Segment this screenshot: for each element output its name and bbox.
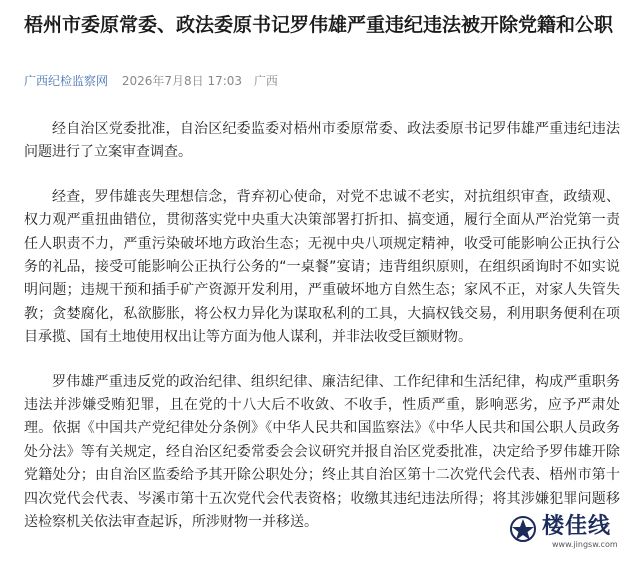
publish-date: 2026年7月8日 17:03 — [121, 74, 243, 88]
publish-location: 广西 — [253, 74, 278, 88]
watermark-url: www.jingsw.com — [552, 540, 618, 549]
emblem-icon — [508, 514, 538, 544]
article-paragraph: 罗伟雄严重违反党的政治纪律、组织纪律、廉洁纪律、工作纪律和生活纪律，构成严重职务违法并涉嫌受贿犯罪，且在党的十八大后不收敛、不收手，性质严重，影响恶劣，应予严肃处理。依据《中国共产党纪律处分条例》《中华人民共和国监察法》《中华人民共和国公职人员政务处分法》等有关规定，经自治区纪委常委会会议研究并报自治区党委批准，决定给予罗伟雄开除党籍处分；由自治区监委给予其开除公职处分；终止其自治区第十二次党代会代表、梧州市第十四次党代会代表、岑溪市第十五次党代会代表资格；收缴其违纪违法所得；将其涉嫌犯罪问题移送检察机关依法审查起诉，所涉财物一并移送。 — [24, 373, 620, 531]
article-body — [24, 118, 620, 556]
source-link[interactable]: 广西纪检监察网 — [24, 74, 109, 88]
article-paragraph: 经自治区党委批准，自治区纪委监委对梧州市委原常委、政法委原书记罗伟雄严重违纪违法问题进行了立案审查调查。 — [24, 121, 620, 161]
site-watermark — [506, 512, 628, 552]
watermark-text: 楼佳线 — [542, 513, 612, 539]
article-paragraph: 经查，罗伟雄丧失理想信念，背弃初心使命，对党不忠诚不老实，对抗组织审查，政绩观、权力观严重扭曲错位，贯彻落实党中央重大决策部署打折扣、搞变通，履行全面从严治党第一责任人职责不力，严重污染破坏地方政治生态；无视中央八项规定精神，收受可能影响公正执行公务的礼品，接受可能影响公正执行公务的“一桌餐”宴请；违背组织原则，在组织函询时不如实说明问题；违规干预和插手矿产资源开发利用，严重破坏地方自然生态；家风不正，对家人失管失教；贪婪腐化，私欲膨胀，将公权力异化为谋取私利的工具，大搞权钱交易，利用职务便利在项目承揽、国有土地使用权出让等方面为他人谋利，并非法收受巨额财物。 — [24, 188, 620, 346]
article-title: 梧州市委原常委、政法委原书记罗伟雄严重违纪违法被开除党籍和公职 — [24, 14, 614, 36]
article-meta — [24, 72, 624, 90]
